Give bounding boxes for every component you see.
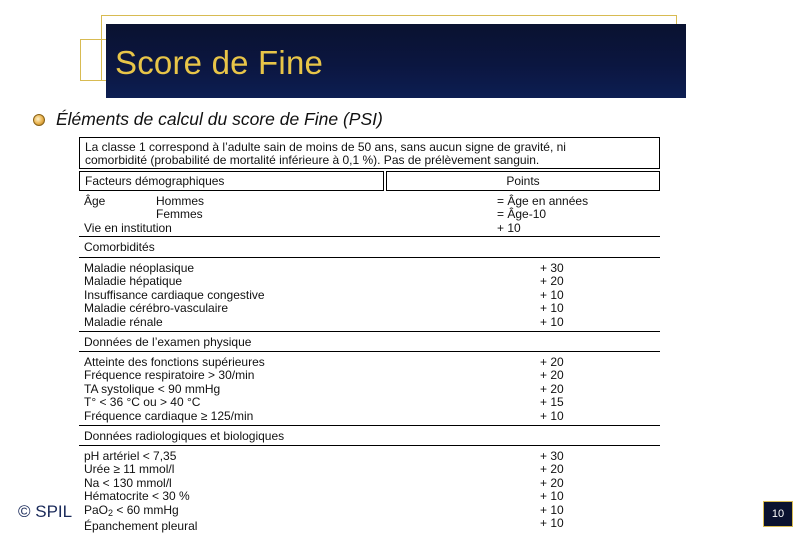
factor-item: Maladie rénale xyxy=(84,314,163,329)
points-value: + 10 xyxy=(540,502,564,517)
fine-score-table xyxy=(79,137,660,533)
points-value: + 10 xyxy=(540,489,564,504)
lab-items xyxy=(84,450,384,533)
factor-item-pao2 xyxy=(84,504,384,520)
row-divider xyxy=(79,351,660,352)
men-label: Hommes xyxy=(156,194,205,208)
row-divider xyxy=(79,257,660,258)
header-factors: Facteurs démographiques xyxy=(79,171,384,191)
points-value: + 20 xyxy=(540,475,564,490)
points-value: = Âge-10 xyxy=(497,207,547,222)
exam-items xyxy=(84,356,384,423)
comorbidities-points xyxy=(540,262,600,329)
factor-item: Maladie néoplasique xyxy=(84,261,195,275)
comorbidities-items xyxy=(84,262,384,329)
pao2-threshold: < 60 mmHg xyxy=(113,502,179,517)
points-value: + 30 xyxy=(540,261,564,275)
points-value: + 20 xyxy=(540,381,564,396)
factor-item: Fréquence respiratoire > 30/min xyxy=(84,368,255,383)
row-divider xyxy=(79,425,660,426)
slide-title: Score de Fine xyxy=(115,44,324,81)
points-value: + 10 xyxy=(540,516,564,531)
pao2-subscript: 2 xyxy=(108,507,114,518)
factor-item: TA systolique < 90 mmHg xyxy=(84,381,221,396)
demographics-points xyxy=(497,195,657,235)
points-value: + 30 xyxy=(540,449,564,463)
factor-item: Fréquence cardiaque ≥ 125/min xyxy=(84,408,254,423)
row-divider xyxy=(79,331,660,332)
points-value: + 10 xyxy=(497,220,521,235)
points-value: + 20 xyxy=(540,355,564,369)
lab-title: Données radiologiques et biologiques xyxy=(84,429,285,443)
row-divider xyxy=(79,445,660,446)
points-value: + 10 xyxy=(540,314,564,329)
intro-line: comorbidité (probabilité de mortalité inférieure à 0,1 %). Pas de prélèvement sanguin. xyxy=(85,153,540,168)
points-value: + 10 xyxy=(540,408,564,423)
factor-item: Insuffisance cardiaque congestive xyxy=(84,287,265,302)
intro-cell xyxy=(79,137,660,169)
factor-item: Maladie cérébro-vasculaire xyxy=(84,301,229,316)
factor-item: pH artériel < 7,35 xyxy=(84,449,177,463)
row-divider xyxy=(79,236,660,237)
factor-item: Urée ≥ 11 mmol/l xyxy=(84,462,175,477)
points-value: = Âge en années xyxy=(497,194,589,208)
factor-item: Épanchement pleural xyxy=(84,519,198,534)
section-heading: Éléments de calcul du score de Fine (PSI) xyxy=(56,109,383,129)
factor-item: T° < 36 °C ou > 40 °C xyxy=(84,395,201,410)
institution-label: Vie en institution xyxy=(84,220,172,235)
age-label: Âge xyxy=(84,194,106,208)
intro-line: La classe 1 correspond à l’adulte sain de moins de 50 ans, sans aucun signe de gravité, ni xyxy=(85,140,566,154)
points-value: + 10 xyxy=(540,301,564,316)
factor-item: Hématocrite < 30 % xyxy=(84,489,190,504)
points-value: + 20 xyxy=(540,462,564,477)
factor-item: Maladie hépatique xyxy=(84,274,183,289)
points-value: + 15 xyxy=(540,395,564,410)
points-value: + 10 xyxy=(540,287,564,302)
comorbidities-title: Comorbidités xyxy=(84,240,155,254)
women-label: Femmes xyxy=(156,207,203,222)
exam-points xyxy=(540,356,600,423)
exam-title: Données de l’examen physique xyxy=(84,335,252,349)
pao2-label: PaO xyxy=(84,502,109,517)
bullet-icon xyxy=(33,114,45,126)
demographics-factors xyxy=(84,195,384,235)
factor-item: Na < 130 mmol/l xyxy=(84,475,172,490)
points-value: + 20 xyxy=(540,368,564,383)
lab-points xyxy=(540,450,600,530)
factor-item: Atteinte des fonctions supérieures xyxy=(84,355,265,369)
copyright-text: © SPIL xyxy=(18,502,73,521)
points-value: + 20 xyxy=(540,274,564,289)
page-number: 10 xyxy=(763,501,793,527)
header-points: Points xyxy=(386,171,660,191)
